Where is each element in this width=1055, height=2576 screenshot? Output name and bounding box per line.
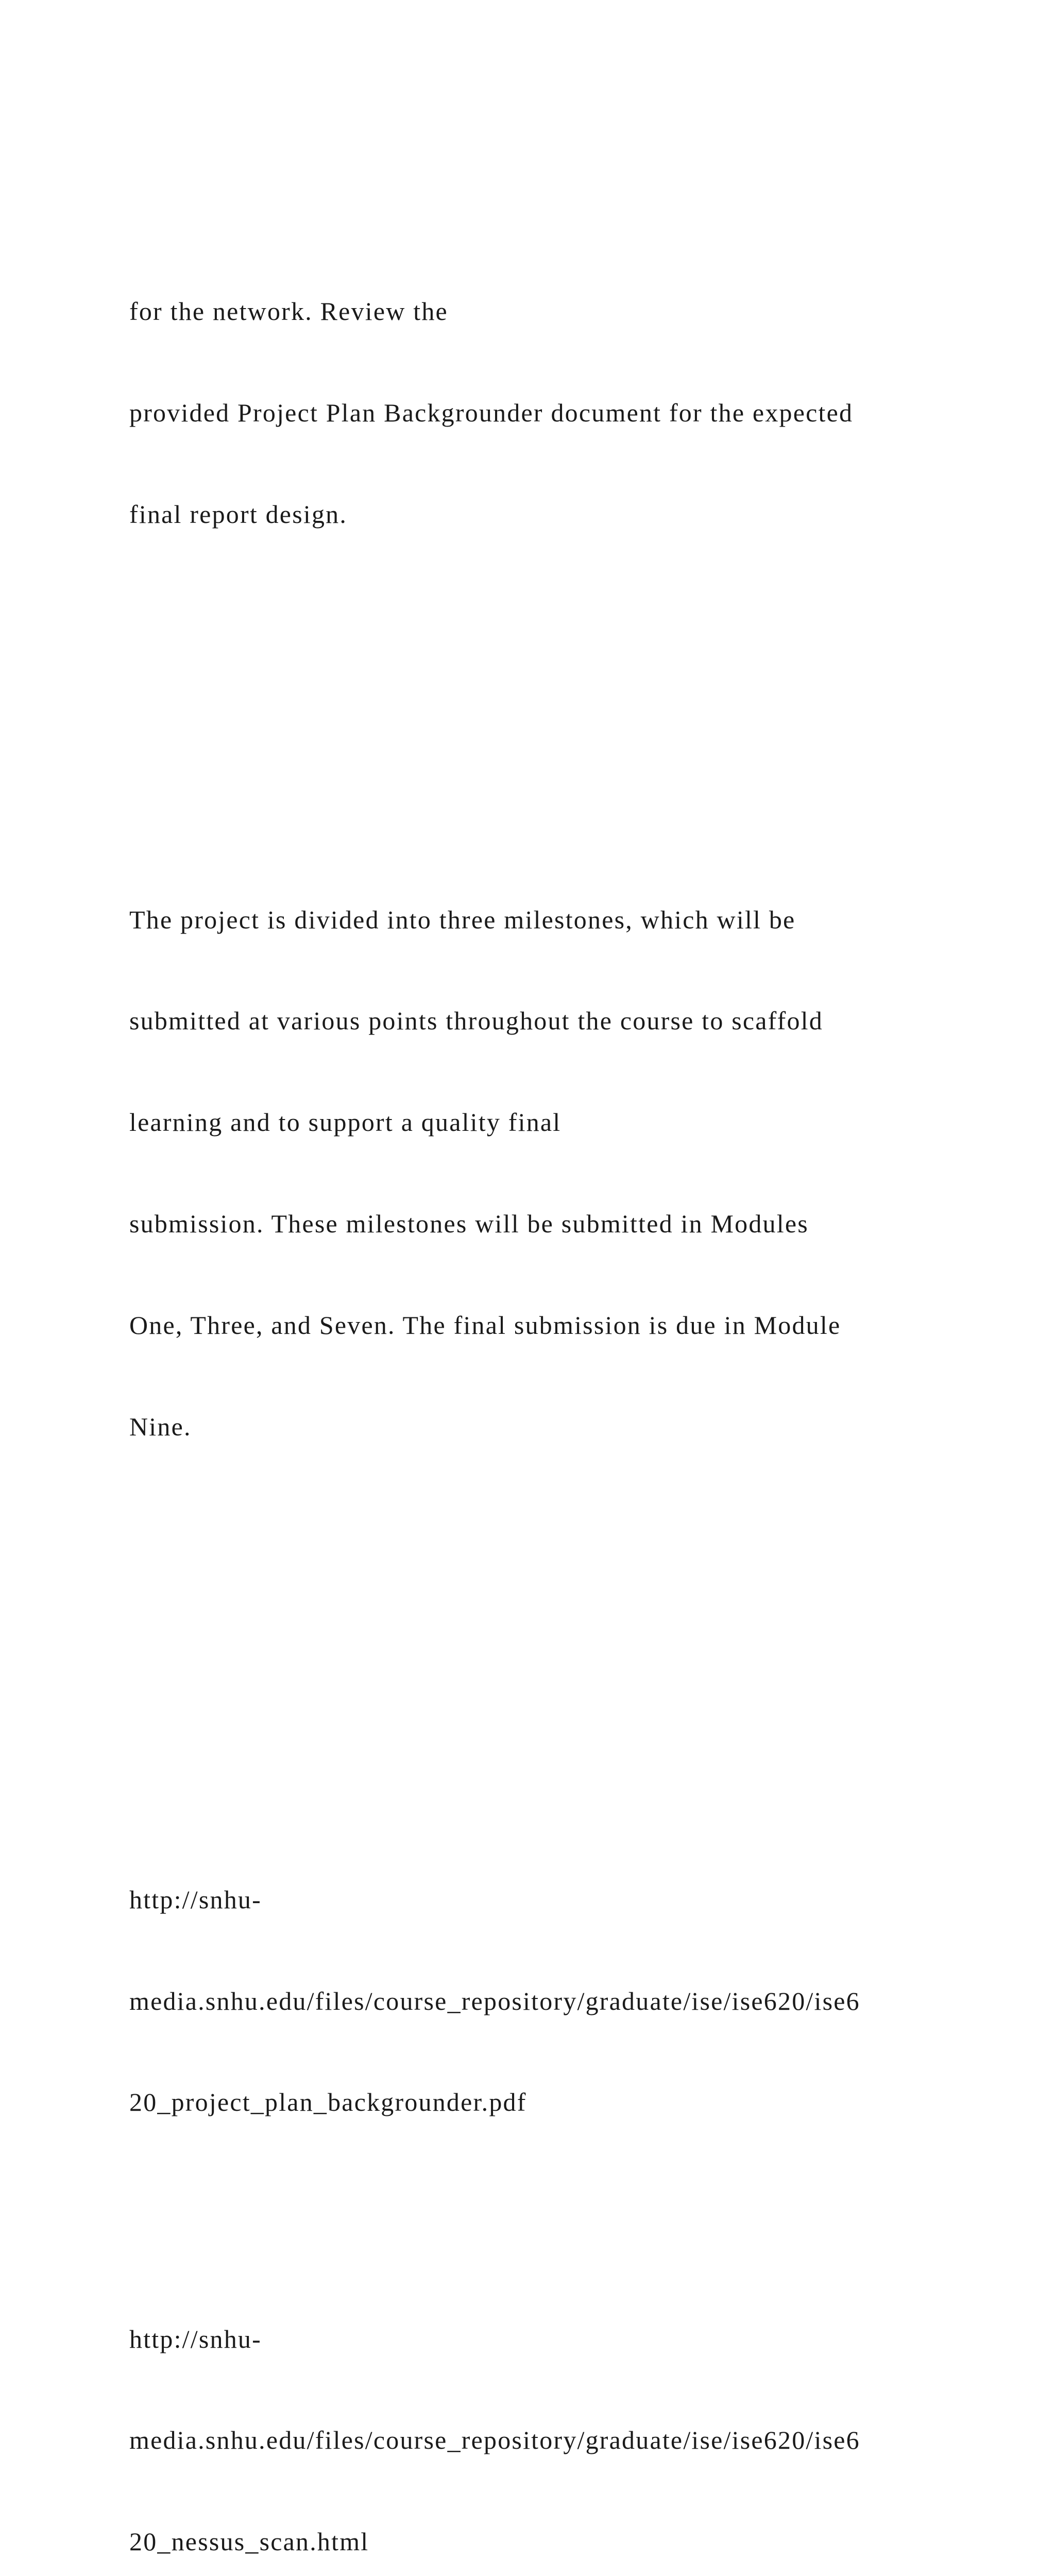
link-text-line: http://snhu- bbox=[129, 1883, 1005, 1917]
link-list bbox=[129, 1748, 1005, 2576]
text-line: The project is divided into three milestones, which will be bbox=[129, 903, 1005, 937]
document-body bbox=[129, 126, 1005, 2576]
paragraph-spacer bbox=[129, 700, 1005, 734]
link-project-plan-backgrounder[interactable] bbox=[129, 1816, 1005, 2188]
link-text-line: media.snhu.edu/files/course_repository/graduate/ise/ise620/ise6 bbox=[129, 2424, 1005, 2458]
link-nessus-scan[interactable] bbox=[129, 2255, 1005, 2576]
link-text-line: 20_nessus_scan.html bbox=[129, 2525, 1005, 2559]
paragraph-intro bbox=[129, 227, 1005, 599]
text-line: provided Project Plan Backgrounder document for the expected bbox=[129, 396, 1005, 430]
paragraph-spacer bbox=[129, 1613, 1005, 1647]
link-text-line: 20_project_plan_backgrounder.pdf bbox=[129, 2086, 1005, 2120]
paragraph-milestones bbox=[129, 835, 1005, 1511]
text-line: final report design. bbox=[129, 498, 1005, 532]
text-line: Nine. bbox=[129, 1410, 1005, 1444]
text-line: submission. These milestones will be submitted in Modules bbox=[129, 1207, 1005, 1241]
link-text-line: media.snhu.edu/files/course_repository/graduate/ise/ise620/ise6 bbox=[129, 1985, 1005, 2019]
text-line: One, Three, and Seven. The final submission is due in Module bbox=[129, 1309, 1005, 1343]
text-line: learning and to support a quality final bbox=[129, 1106, 1005, 1140]
text-line: for the network. Review the bbox=[129, 295, 1005, 329]
link-text-line: http://snhu- bbox=[129, 2323, 1005, 2357]
text-line: submitted at various points throughout the course to scaffold bbox=[129, 1004, 1005, 1038]
